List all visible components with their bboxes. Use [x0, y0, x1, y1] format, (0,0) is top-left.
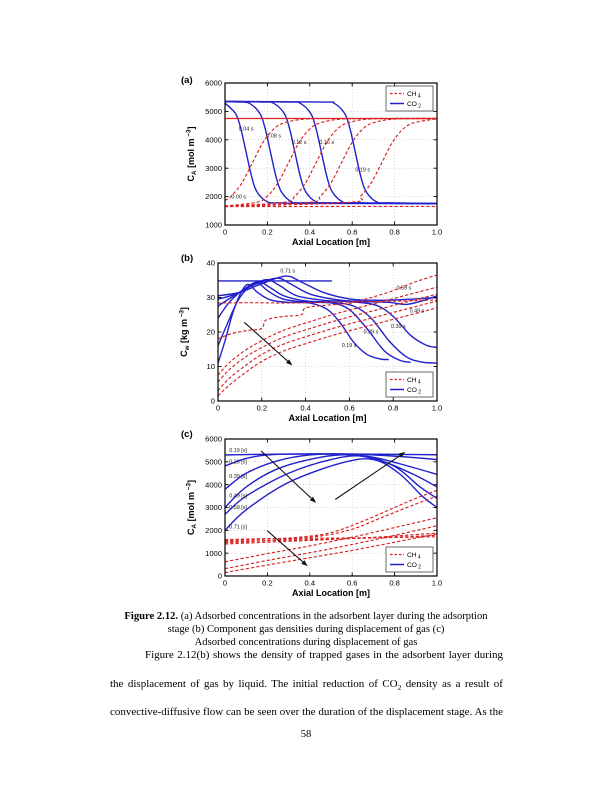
svg-text:0.6: 0.6 [346, 578, 358, 588]
svg-text:1000: 1000 [205, 548, 222, 558]
svg-text:1.0: 1.0 [431, 403, 443, 413]
svg-text:0.6: 0.6 [346, 227, 358, 237]
chart-adsorbed-concentrations-displacement [175, 424, 460, 607]
svg-text:0.8: 0.8 [387, 403, 399, 413]
svg-text:0.4: 0.4 [304, 227, 316, 237]
svg-text:0.8: 0.8 [389, 227, 400, 237]
svg-text:Axial Location [m]: Axial Location [m] [288, 413, 367, 423]
svg-text:Axial Location [m]: Axial Location [m] [291, 237, 371, 247]
svg-text:Axial Location [m]: Axial Location [m] [291, 588, 371, 598]
svg-text:0: 0 [217, 571, 222, 581]
body-paragraph [110, 648, 503, 734]
svg-text:CA [mol m −3]: $C_A$ [mol m $^{-3}$] [185, 479, 199, 536]
svg-text:0.19 s: 0.19 s [341, 343, 357, 350]
svg-text:CO 2: CO $_2$ [407, 561, 422, 571]
svg-text:0.00 s: 0.00 s [231, 194, 247, 201]
page-number: 58 [300, 729, 312, 740]
svg-text:0.6: 0.6 [344, 403, 355, 413]
svg-text:0.59 s: 0.59 s [396, 285, 412, 292]
svg-text:0.59 [s]: 0.59 [s] [229, 504, 247, 511]
svg-text:30: 30 [206, 293, 215, 303]
svg-text:0: 0 [222, 578, 228, 588]
svg-text:(a): (a) [181, 75, 193, 86]
svg-text:0: 0 [210, 396, 215, 406]
svg-text:0: 0 [222, 227, 228, 237]
svg-text:0.4: 0.4 [304, 578, 316, 588]
svg-text:0.20 [s]: 0.20 [s] [229, 459, 247, 466]
svg-text:0.19 [s]: 0.19 [s] [229, 448, 247, 455]
svg-text:0.2: 0.2 [256, 403, 268, 413]
svg-text:5000: 5000 [205, 107, 222, 116]
svg-text:CH 4: CH $_4$ [407, 376, 421, 386]
svg-text:CH 4: CH $_4$ [407, 90, 421, 100]
svg-text:0.39 [s]: 0.39 [s] [229, 473, 247, 480]
svg-text:4000: 4000 [205, 135, 222, 145]
svg-text:0.71 [s]: 0.71 [s] [229, 524, 247, 531]
svg-text:0.2: 0.2 [262, 227, 273, 237]
caption-line-3: Adsorbed concentrations during displacement of gas [194, 637, 418, 649]
svg-text:0.4: 0.4 [300, 403, 311, 413]
svg-text:Cw [kg m −3]: $C_w$ [kg m $^{-3}$] [178, 307, 192, 357]
body-line-2: the displacement of gas by liquid. The initial reduction of $CO_2$ density as a result of [110, 677, 503, 692]
svg-text:1.0: 1.0 [431, 578, 443, 588]
svg-text:0.49 [s]: 0.49 [s] [229, 493, 247, 500]
svg-text:0.04 s: 0.04 s [238, 126, 254, 133]
svg-text:40: 40 [206, 258, 215, 268]
svg-text:3000: 3000 [205, 503, 222, 513]
svg-text:2000: 2000 [205, 192, 222, 202]
svg-text:CA [mol m −3]: $C_A$ [mol m $^{-3}$] [185, 126, 199, 182]
svg-text:20: 20 [206, 327, 215, 337]
svg-text:0: 0 [215, 403, 221, 413]
chart-gas-densities-displacement [175, 248, 460, 425]
svg-text:1000: 1000 [205, 220, 222, 230]
svg-text:0.16 s: 0.16 s [319, 140, 335, 147]
figure-caption [110, 610, 502, 650]
body-line-1: Figure 2.12(b) shows the density of trapped gases in the adsorbent layer during [145, 649, 503, 661]
svg-text:CH 4: CH $_4$ [407, 551, 421, 561]
svg-text:CO 2: CO $_2$ [407, 100, 422, 110]
svg-text:(b): (b) [181, 253, 194, 264]
svg-text:6000: 6000 [205, 434, 222, 444]
svg-text:5000: 5000 [205, 457, 222, 467]
svg-text:0.8: 0.8 [389, 578, 400, 588]
svg-text:3000: 3000 [205, 163, 222, 173]
caption-line-2: stage (b) Component gas densities during displacement of gas (c) [167, 624, 445, 636]
svg-text:0.29 s: 0.29 s [363, 329, 379, 336]
svg-text:0.08 s: 0.08 s [266, 133, 282, 140]
svg-text:0.2: 0.2 [262, 578, 273, 588]
body-line-3: convective-diffusive flow can be seen over the duration of the displacement stage. As the [110, 706, 503, 718]
svg-text:2000: 2000 [205, 525, 222, 535]
caption-line-1: Figure 2.12. (a) Adsorbed concentrations in the adsorbent layer during the adsorption [124, 611, 488, 622]
co2-subscript: 2 [397, 682, 402, 692]
svg-text:4000: 4000 [205, 480, 222, 490]
svg-text:0.49 s: 0.49 s [409, 308, 425, 315]
svg-text:(c): (c) [181, 429, 193, 440]
svg-text:1.0: 1.0 [431, 227, 443, 237]
svg-text:CO 2: CO $_2$ [407, 386, 422, 396]
svg-text:0.39 s: 0.39 s [391, 323, 406, 330]
svg-text:0.71 s: 0.71 s [280, 268, 296, 275]
caption-figure-number: Figure 2.12. [124, 611, 179, 622]
svg-text:0.19 s: 0.19 s [355, 167, 371, 174]
svg-text:6000: 6000 [205, 78, 222, 88]
chart-adsorbed-concentrations-adsorption [175, 70, 460, 248]
svg-text:0.12 s: 0.12 s [291, 139, 307, 146]
svg-text:10: 10 [206, 362, 215, 372]
